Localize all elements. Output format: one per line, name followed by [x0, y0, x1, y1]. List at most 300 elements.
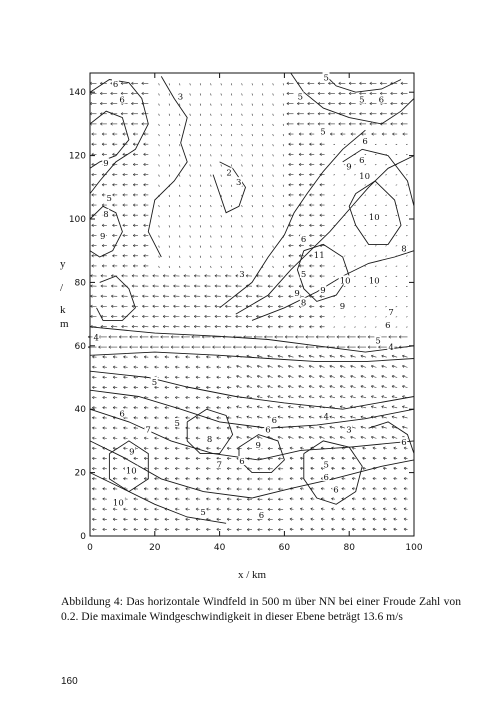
contour-label: 2: [226, 168, 232, 179]
wind-vector: [211, 164, 212, 166]
wind-vector: [179, 205, 180, 207]
wind-vector: [252, 175, 253, 177]
wind-vector-head: [373, 447, 375, 448]
wind-vector: [190, 175, 191, 177]
contour-line: [291, 73, 414, 124]
wind-vector-head: [340, 436, 342, 437]
contour-label: 9: [294, 289, 300, 300]
wind-vector: [190, 144, 191, 146]
contour-line: [97, 276, 136, 320]
wind-vector-head: [352, 477, 354, 478]
wind-vector: [200, 195, 201, 197]
contour-label: 6: [359, 155, 365, 166]
wind-vector: [211, 144, 212, 146]
contour-label: 3: [236, 178, 242, 189]
wind-vector: [200, 124, 201, 126]
wind-vector: [169, 124, 170, 126]
wind-vector: [200, 164, 201, 166]
wind-vector: [273, 83, 274, 85]
wind-vector-head: [402, 385, 404, 386]
wind-vector: [231, 83, 232, 85]
wind-vector-head: [247, 436, 249, 437]
wind-vector: [190, 134, 191, 136]
wind-vector: [200, 154, 201, 156]
wind-vector-head: [371, 375, 373, 376]
wind-vector-head: [288, 396, 290, 397]
wind-vector: [179, 134, 180, 136]
wind-vector-head: [321, 487, 323, 488]
wind-vector-head: [342, 467, 344, 468]
wind-vector: [179, 124, 180, 126]
wind-vector-head: [288, 385, 290, 386]
contour-label: 10: [368, 276, 380, 287]
wind-vector-head: [268, 406, 270, 407]
wind-vector: [262, 225, 263, 227]
wind-vector: [221, 154, 222, 156]
wind-vector-head: [373, 498, 375, 499]
wind-vector-head: [363, 487, 365, 488]
wind-vector-head: [402, 365, 404, 366]
wind-vector: [221, 114, 222, 116]
wind-vector: [159, 266, 160, 268]
wind-vector-head: [300, 467, 302, 468]
wind-vector-head: [319, 426, 321, 427]
wind-vector: [273, 185, 274, 187]
wind-vector: [221, 185, 222, 187]
wind-vector: [231, 235, 232, 237]
wind-vector: [273, 175, 274, 177]
wind-vector: [221, 266, 222, 268]
wind-vector: [179, 175, 180, 177]
wind-vector: [179, 225, 180, 227]
wind-vector: [190, 83, 191, 85]
wind-vector-head: [321, 457, 323, 458]
y-tick-label: 120: [68, 151, 86, 162]
wind-vector: [211, 205, 212, 207]
wind-vector-head: [311, 467, 313, 468]
wind-vector-head: [383, 487, 385, 488]
wind-vector-head: [363, 457, 365, 458]
wind-vector: [159, 93, 160, 95]
wind-vector-head: [257, 355, 259, 356]
wind-vector: [200, 93, 201, 95]
contour-label: 6: [362, 136, 368, 147]
wind-vector-head: [257, 365, 259, 366]
wind-vector-head: [394, 447, 396, 448]
wind-vector: [179, 144, 180, 146]
wind-vector: [221, 104, 222, 106]
wind-vector-head: [382, 426, 384, 427]
wind-vector-head: [319, 375, 321, 376]
wind-vector-head: [288, 406, 290, 407]
wind-vector-head: [352, 518, 354, 519]
wind-vector-head: [330, 436, 332, 437]
wind-vector: [159, 175, 160, 177]
wind-vector-head: [361, 426, 363, 427]
wind-vector-head: [247, 365, 249, 366]
wind-vector: [252, 195, 253, 197]
wind-vector: [211, 154, 212, 156]
wind-vector: [283, 104, 284, 106]
wind-vector: [283, 114, 284, 116]
wind-vector: [169, 93, 170, 95]
wind-vector: [252, 114, 253, 116]
contour-label: 4: [388, 342, 394, 353]
wind-vector: [242, 266, 243, 268]
wind-vector-head: [236, 396, 238, 397]
wind-vector: [242, 225, 243, 227]
wind-vector: [252, 185, 253, 187]
wind-vector-head: [382, 396, 384, 397]
wind-vector: [200, 215, 201, 217]
contour-label: 9: [339, 301, 346, 312]
wind-vector-head: [300, 457, 302, 458]
wind-vector: [159, 256, 160, 258]
contour-label: 5: [151, 377, 158, 388]
wind-vector-head: [394, 487, 396, 488]
wind-vector-head: [361, 385, 363, 386]
wind-vector-head: [288, 436, 290, 437]
wind-vector: [200, 114, 201, 116]
wind-vector-head: [311, 518, 313, 519]
wind-vector-head: [342, 508, 344, 509]
wind-vector-field: [88, 79, 407, 531]
wind-vector: [159, 144, 160, 146]
wind-vector-head: [257, 396, 259, 397]
wind-vector: [273, 266, 274, 268]
wind-vector-head: [392, 416, 394, 417]
wind-vector-head: [404, 457, 406, 458]
wind-vector: [262, 144, 263, 146]
wind-vector-head: [382, 436, 384, 437]
wind-vector: [190, 215, 191, 217]
wind-vector-head: [278, 426, 280, 427]
wind-vector: [242, 154, 243, 156]
wind-vector: [252, 266, 253, 268]
y-tick-label: 100: [68, 215, 86, 225]
contour-label: 9: [129, 447, 135, 458]
wind-vector-head: [382, 406, 384, 407]
wind-vector-head: [268, 375, 270, 376]
wind-vector: [190, 154, 191, 156]
wind-vector: [190, 246, 191, 248]
contour-label: 6: [401, 438, 407, 449]
contour-label: 10: [368, 213, 380, 223]
wind-vector: [283, 124, 284, 126]
wind-vector-head: [373, 508, 375, 509]
wind-vector: [273, 225, 274, 227]
wind-vector: [252, 205, 253, 207]
wind-vector-head: [257, 416, 259, 417]
wind-vector: [211, 225, 212, 227]
wind-vector-head: [363, 528, 365, 529]
wind-vector-head: [340, 396, 342, 397]
wind-vector: [262, 246, 263, 248]
wind-vector: [159, 154, 160, 156]
wind-vector: [242, 83, 243, 85]
wind-vector: [273, 235, 274, 237]
wind-vector: [242, 104, 243, 106]
wind-vector-head: [331, 518, 333, 519]
wind-vector-head: [351, 355, 353, 356]
wind-vector-head: [351, 436, 353, 437]
wind-vector-head: [319, 396, 321, 397]
wind-vector: [262, 175, 263, 177]
wind-vector-head: [373, 457, 375, 458]
wind-vector: [252, 235, 253, 237]
wind-vector: [200, 235, 201, 237]
figure-caption: Abbildung 4: Das horizontale Windfeld in 500 m über NN bei einer Froude Zahl von 0.2. Die maximale Windgeschwindigkeit in dieser Ebene beträgt 13.6 m/s: [61, 595, 461, 623]
contour-label: 6: [239, 457, 245, 468]
contour-label: 6: [333, 485, 339, 496]
wind-vector-head: [340, 426, 342, 427]
wind-vector-head: [371, 385, 373, 386]
y-tick-label: 0: [80, 532, 86, 542]
wind-vector-head: [402, 436, 404, 437]
wind-vector: [252, 215, 253, 217]
contour-label: 6: [265, 425, 271, 436]
wind-vector: [252, 164, 253, 166]
wind-vector-head: [309, 355, 311, 356]
wind-vector-head: [402, 406, 404, 407]
wind-vector-head: [361, 365, 363, 366]
wind-vector: [200, 144, 201, 146]
wind-vector: [262, 83, 263, 85]
wind-vector-head: [373, 477, 375, 478]
wind-vector-head: [319, 365, 321, 366]
wind-vector: [211, 124, 212, 126]
wind-vector: [242, 134, 243, 136]
wind-vector: [200, 104, 201, 106]
axis-ticks: [69, 73, 423, 553]
wind-vector: [190, 185, 191, 187]
wind-vector-head: [404, 518, 406, 519]
contour-line: [148, 76, 187, 257]
wind-vector-head: [299, 406, 301, 407]
wind-vector: [159, 124, 160, 126]
wind-vector-head: [352, 508, 354, 509]
wind-vector-head: [382, 416, 384, 417]
wind-vector-head: [309, 436, 311, 437]
contour-label: 8: [401, 244, 407, 255]
wind-vector-head: [290, 518, 292, 519]
wind-vector: [252, 256, 253, 258]
wind-vector: [273, 114, 274, 116]
wind-vector-head: [404, 487, 406, 488]
wind-vector: [169, 246, 170, 248]
wind-vector: [273, 144, 274, 146]
contour-label: 5: [375, 336, 381, 347]
y-axis-label-y: y: [60, 258, 66, 270]
wind-vector-head: [330, 385, 332, 386]
wind-vector: [242, 256, 243, 258]
wind-vector-head: [236, 436, 238, 437]
wind-vector: [242, 124, 243, 126]
wind-vector: [221, 215, 222, 217]
wind-vector-head: [247, 396, 249, 397]
wind-vector-head: [402, 396, 404, 397]
wind-vector: [211, 83, 212, 85]
wind-vector-head: [402, 355, 404, 356]
wind-vector-head: [278, 355, 280, 356]
wind-vector: [221, 225, 222, 227]
wind-vector: [262, 195, 263, 197]
wind-vector-head: [247, 355, 249, 356]
wind-vector-head: [402, 426, 404, 427]
wind-vector-head: [331, 508, 333, 509]
contour-label: 10: [125, 466, 137, 477]
wind-vector: [159, 235, 160, 237]
wind-vector: [231, 205, 232, 207]
wind-vector-head: [330, 396, 332, 397]
wind-vector: [179, 104, 180, 106]
contour-label: 5: [359, 95, 365, 106]
wind-vector-head: [330, 365, 332, 366]
wind-vector: [273, 104, 274, 106]
contour-label: 10: [359, 171, 370, 182]
wind-vector-head: [290, 477, 292, 478]
wind-vector: [231, 124, 232, 126]
wind-vector: [221, 124, 222, 126]
wind-vector-head: [268, 396, 270, 397]
wind-vector: [190, 225, 191, 227]
wind-vector-head: [268, 355, 270, 356]
wind-vector: [273, 215, 274, 217]
wind-vector: [252, 104, 253, 106]
contour-label: 5: [320, 127, 326, 138]
wind-vector: [262, 124, 263, 126]
contour-label: 9: [99, 232, 106, 243]
wind-vector: [262, 104, 263, 106]
y-axis-label-m: m: [60, 318, 69, 330]
wind-vector: [231, 93, 232, 95]
wind-vector-head: [361, 436, 363, 437]
wind-vector-head: [373, 518, 375, 519]
wind-vector-head: [404, 528, 406, 529]
wind-vector: [159, 185, 160, 187]
wind-vector-head: [394, 528, 396, 529]
x-tick-label: 40: [213, 543, 226, 553]
wind-vector: [169, 144, 170, 146]
wind-vector: [159, 134, 160, 136]
wind-vector-head: [351, 385, 353, 386]
wind-vector-head: [340, 416, 342, 417]
wind-vector: [190, 256, 191, 258]
wind-vector: [231, 225, 232, 227]
wind-vector-head: [309, 375, 311, 376]
wind-vector-head: [342, 518, 344, 519]
wind-vector-head: [351, 406, 353, 407]
wind-vector-head: [288, 416, 290, 417]
wind-vector: [283, 195, 284, 197]
wind-vector-head: [330, 375, 332, 376]
contour-label: 3: [346, 425, 352, 436]
contour-label: 6: [258, 510, 265, 521]
contour-line: [90, 327, 414, 352]
wind-vector-head: [363, 498, 365, 499]
wind-vector-head: [404, 498, 406, 499]
contour-label: 6: [323, 472, 329, 483]
wind-vector-head: [340, 406, 342, 407]
wind-vector-head: [394, 457, 396, 458]
wind-vector-head: [311, 528, 313, 529]
wind-vector-head: [300, 508, 302, 509]
wind-vector-head: [330, 406, 332, 407]
wind-vector-head: [361, 355, 363, 356]
wind-vector: [283, 93, 284, 95]
wind-vector-head: [247, 406, 249, 407]
wind-vector: [273, 205, 274, 207]
wind-vector: [242, 175, 243, 177]
wind-vector: [169, 175, 170, 177]
wind-vector-head: [392, 355, 394, 356]
wind-vector: [262, 235, 263, 237]
wind-vector: [221, 144, 222, 146]
contour-labels: [92, 73, 407, 521]
wind-vector-head: [394, 477, 396, 478]
wind-vector-head: [392, 385, 394, 386]
wind-vector: [231, 114, 232, 116]
wind-vector-head: [290, 457, 292, 458]
wind-vector-head: [383, 447, 385, 448]
wind-vector: [283, 83, 284, 85]
contour-label: 9: [103, 159, 109, 170]
wind-vector-head: [363, 467, 365, 468]
wind-vector-head: [404, 477, 406, 478]
wind-vector: [231, 195, 232, 197]
wind-vector: [283, 164, 284, 166]
wind-vector-head: [236, 416, 238, 417]
wind-vector-head: [290, 508, 292, 509]
wind-vector-head: [392, 396, 394, 397]
wind-vector: [200, 134, 201, 136]
contour-label: 5: [323, 460, 329, 471]
wind-vector: [252, 144, 253, 146]
wind-vector-head: [257, 436, 259, 437]
y-tick-label: 20: [74, 468, 86, 479]
wind-vector: [200, 246, 201, 248]
wind-vector: [211, 175, 212, 177]
wind-vector: [190, 124, 191, 126]
wind-vector-head: [383, 498, 385, 499]
wind-vector: [190, 266, 191, 268]
wind-vector: [211, 195, 212, 197]
wind-vector: [262, 205, 263, 207]
contour-label: 8: [103, 209, 109, 220]
wind-vector-head: [300, 498, 302, 499]
wind-vector: [231, 246, 232, 248]
wind-vector: [169, 134, 170, 136]
wind-vector-head: [404, 508, 406, 509]
wind-vector: [231, 144, 232, 146]
contour-label: 10: [339, 276, 351, 287]
wind-vector: [179, 266, 180, 268]
wind-vector-head: [321, 508, 323, 509]
wind-vector: [190, 205, 191, 207]
wind-vector-head: [371, 416, 373, 417]
wind-vector: [169, 154, 170, 156]
wind-vector-head: [383, 508, 385, 509]
wind-vector-head: [278, 416, 280, 417]
contour-label: 6: [385, 320, 391, 331]
wind-vector: [179, 114, 180, 116]
wind-vector-head: [352, 457, 354, 458]
wind-vector: [211, 256, 212, 258]
wind-vector-head: [268, 365, 270, 366]
wind-vector-head: [311, 477, 313, 478]
y-axis-label-slash: /: [60, 282, 64, 294]
contour-label: 7: [388, 308, 394, 319]
